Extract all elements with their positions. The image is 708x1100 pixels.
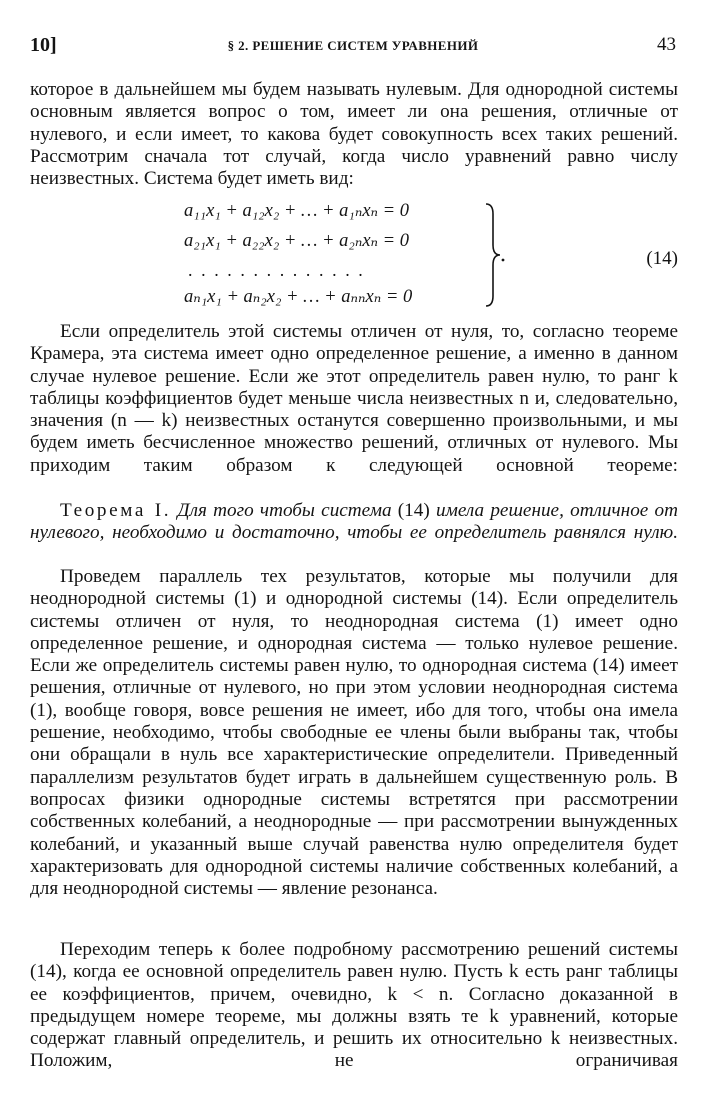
page-number: 43 bbox=[657, 34, 676, 55]
paragraph-intro bbox=[30, 79, 678, 190]
equation-system-14 bbox=[184, 200, 514, 312]
equation-row-n: aₙ₁x₁ + aₙ₂x₂ + … + aₙₙxₙ = 0 bbox=[184, 287, 413, 307]
running-header bbox=[30, 34, 676, 60]
paragraph-cramer-text: Если определитель этой системы отличен от нуля, то, согласно теореме Крамера, эта система имеет одно определенное решение, а именно в данном случае нулевое решение. Если же этот определитель равен нулю, то ранг k таблицы коэффициентов будет меньше числа неизвестных n и, следовательно, значения (n — k) неизвестных останутся совершенно произвольными, и мы будем иметь бесчисленное множество решений, отличных от нулевого. Мы приходим таким образом к следующей основной теореме: bbox=[30, 321, 678, 476]
paragraph-rank-text: Переходим теперь к более подробному рассмотрению решений системы (14), когда ее основной определитель равен нулю. Пусть k есть ранг таблицы ее коэффициентов, причем, очевидно, k < n. Согласно доказанной в предыдущем номере теореме, мы должны взять те k уравнений, которые содержат главный определитель, и решить их относительно k неизвестных. Положим, не ограничивая bbox=[30, 939, 678, 1072]
theorem-1 bbox=[30, 500, 678, 545]
equation-row-1: a₁₁x₁ + a₁₂x₂ + … + a₁ₙxₙ = 0 bbox=[184, 201, 410, 221]
paragraph-intro-text: которое в дальнейшем мы будем называть нулевым. Для однородной системы основным является вопрос о том, имеет ли она решения, отличные от нулевого, и если имеет, то какова будет совокупность всех таких решений. Рассмотрим сначала тот случай, когда число уравнений равно числу неизвестных. Система будет иметь вид: bbox=[30, 79, 678, 190]
theorem-text-b: имела решение, отличное от нулевого, необходимо и достаточно, чтобы ее определитель равнялся нулю. bbox=[30, 500, 678, 544]
right-brace-icon bbox=[484, 202, 506, 308]
paragraph-parallel bbox=[30, 566, 678, 900]
equation-number: (14) bbox=[646, 248, 678, 269]
equation-row-2: a₂₁x₁ + a₂₂x₂ + … + a₂ₙxₙ = 0 bbox=[184, 231, 410, 251]
section-marker: 10] bbox=[30, 34, 57, 56]
paragraph-rank bbox=[30, 939, 678, 1073]
running-title: § 2. РЕШЕНИЕ СИСТЕМ УРАВНЕНИЙ bbox=[227, 38, 479, 53]
paragraph-cramer bbox=[30, 321, 678, 477]
paragraph-parallel-text: Проведем параллель тех результатов, которые мы получили для неоднородной системы (1) и однородной системы (14). Если определитель системы отличен от нуля, то неоднородная система (1) имеет одно определенное решение, и однородная система — только нулевое решение. Если же определитель системы равен нулю, то однородная система (14) имеет решения, отличные от нулевого, но при этом условии неоднородная система (1), вообще говоря, вовсе решения не имеет, ибо для того, чтобы она имела решение, необходимо, чтобы свободные ее члены были выбраны так, чтобы они обращали в нуль все характеристические определители. Приведенный параллелизм результатов будет играть в дальнейшем существенную роль. В вопросах физики однородные системы встретятся при рассмотрении собственных колебаний, а неоднородные — при рассмотрении вынужденных колебаний, и указанный выше случай равенства нулю определителя будет характеризовать для однородной системы наличие собственных колебаний, а для неоднородной системы — явление резонанса. bbox=[30, 566, 678, 900]
theorem-text-a: Для того чтобы система bbox=[177, 500, 392, 521]
theorem-ref: (14) bbox=[397, 500, 430, 521]
equation-ellipsis-row: .............. bbox=[188, 260, 372, 280]
theorem-label: Теорема I. bbox=[60, 500, 172, 521]
